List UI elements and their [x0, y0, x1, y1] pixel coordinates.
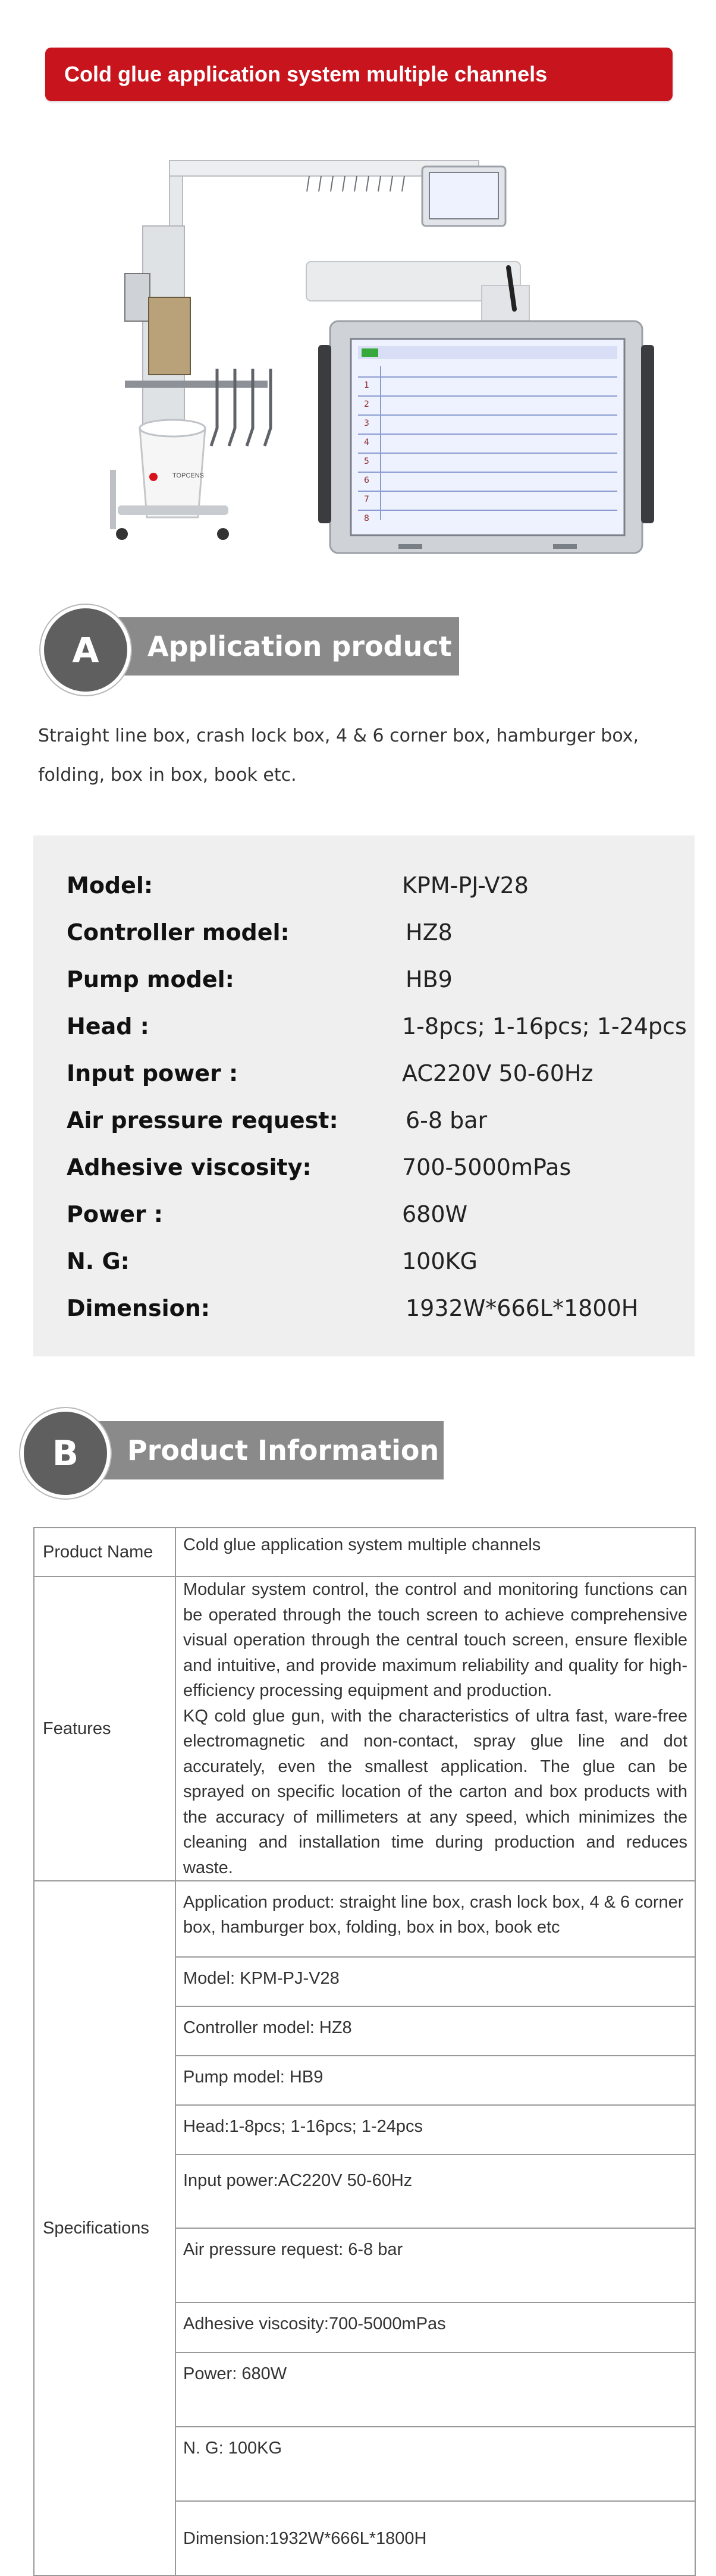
section-a-badge: A [40, 605, 131, 695]
spec-label: Head : [67, 1013, 149, 1039]
features-paragraph: Modular system control, the control and monitoring functions can be operated through the touch screen to achieve comprehensive visual operation through the central touch screen, ensure flexible and intuitive, and provide maximum reliability and quality for high-efficiency processing equipment and production. [183, 1580, 687, 1700]
spec-value: 6-8 bar [406, 1107, 488, 1133]
spec-value: 700-5000mPas [402, 1154, 571, 1180]
spec-cell: Model: KPM-PJ-V28 [175, 1957, 695, 2006]
spec-row-head [33, 1003, 695, 1050]
svg-text:3: 3 [364, 419, 369, 428]
spec-row-viscosity [33, 1144, 695, 1191]
spec-value: AC220V 50-60Hz [402, 1060, 593, 1086]
spec-label: Input power : [67, 1060, 238, 1086]
features-label: Features [34, 1576, 175, 1881]
application-product-text: Straight line box, crash lock box, 4 & 6 corner box, hamburger box, folding, box in box, book etc. [38, 725, 639, 786]
spec-row-controller [33, 909, 695, 956]
svg-text:2: 2 [364, 400, 369, 409]
spec-label: Power : [67, 1201, 164, 1227]
svg-text:8: 8 [364, 514, 369, 523]
spec-row-model [33, 862, 695, 909]
spec-row-weight [33, 1238, 695, 1285]
spec-value: 680W [402, 1201, 468, 1227]
spec-label: N. G: [67, 1248, 130, 1274]
spec-row-input-power [33, 1050, 695, 1097]
control-monitor [318, 321, 654, 553]
spec-row-pump [33, 956, 695, 1003]
spec-row-dimension [33, 1285, 695, 1332]
product-image [89, 149, 654, 565]
spec-value: 1-8pcs; 1-16pcs; 1-24pcs [402, 1013, 687, 1039]
right-handle [641, 345, 654, 523]
svg-text:6: 6 [364, 476, 369, 485]
section-b-heading: Product Information [93, 1421, 444, 1479]
spec-cell: Adhesive viscosity:700-5000mPas [175, 2302, 695, 2352]
spec-cell: Input power:AC220V 50-60Hz [175, 2154, 695, 2228]
brand-logo-icon [149, 473, 158, 481]
table-row-product-name [34, 1528, 695, 1576]
table-row-spec [34, 1881, 695, 1957]
section-a-heading: Application product [113, 617, 459, 676]
spec-cell: Pump model: HB9 [175, 2056, 695, 2105]
specifications-label: Specifications [34, 1881, 175, 2575]
spec-value: 1932W*666L*1800H [406, 1295, 639, 1321]
spec-cell: Power: 680W [175, 2352, 695, 2427]
left-handle [318, 345, 331, 523]
product-name-label: Product Name [34, 1528, 175, 1576]
spec-cell: Head:1-8pcs; 1-16pcs; 1-24pcs [175, 2105, 695, 2154]
product-info-table [33, 1527, 696, 2576]
svg-text:1: 1 [364, 381, 369, 390]
spec-label: Adhesive viscosity: [67, 1154, 312, 1180]
spec-value: HZ8 [406, 919, 453, 945]
page-title-banner: Cold glue application system multiple channels [45, 48, 673, 101]
table-row-features [34, 1576, 695, 1881]
spec-value: HB9 [406, 966, 453, 992]
section-b-badge: B [20, 1408, 111, 1499]
spec-value: 100KG [402, 1248, 478, 1274]
spec-cell: N. G: 100KG [175, 2427, 695, 2501]
spec-label: Controller model: [67, 919, 290, 945]
spec-cell: Controller model: HZ8 [175, 2006, 695, 2056]
spec-label: Air pressure request: [67, 1107, 338, 1133]
spec-row-power [33, 1191, 695, 1238]
bucket-brand-text: TOPCENS [172, 472, 204, 479]
spec-cell: Dimension:1932W*666L*1800H [175, 2501, 695, 2575]
spec-label: Dimension: [67, 1295, 210, 1321]
features-value [175, 1576, 695, 1881]
spec-row-air-pressure [33, 1097, 695, 1144]
spec-value: KPM-PJ-V28 [402, 872, 529, 899]
svg-text:7: 7 [364, 495, 369, 504]
svg-text:5: 5 [364, 457, 369, 466]
svg-text:4: 4 [364, 438, 369, 447]
spec-label: Pump model: [67, 966, 234, 992]
spec-cell: Air pressure request: 6-8 bar [175, 2228, 695, 2302]
spec-cell: Application product: straight line box, crash lock box, 4 & 6 corner box, hamburger box, folding, box in box, book etc [175, 1881, 695, 1957]
features-paragraph: KQ cold glue gun, with the characteristics of ultra fast, ware-free electromagnetic and non-contact, spray glue line and dot accurately, even the smallest application. The glue can be sprayed on specific location of the carton and box products with the accuracy of millimeters at any speed, which minimizes the cleaning and installation time during production and reduces waste. [183, 1706, 687, 1877]
product-name-value: Cold glue application system multiple channels [175, 1528, 695, 1576]
spec-label: Model: [67, 872, 153, 899]
